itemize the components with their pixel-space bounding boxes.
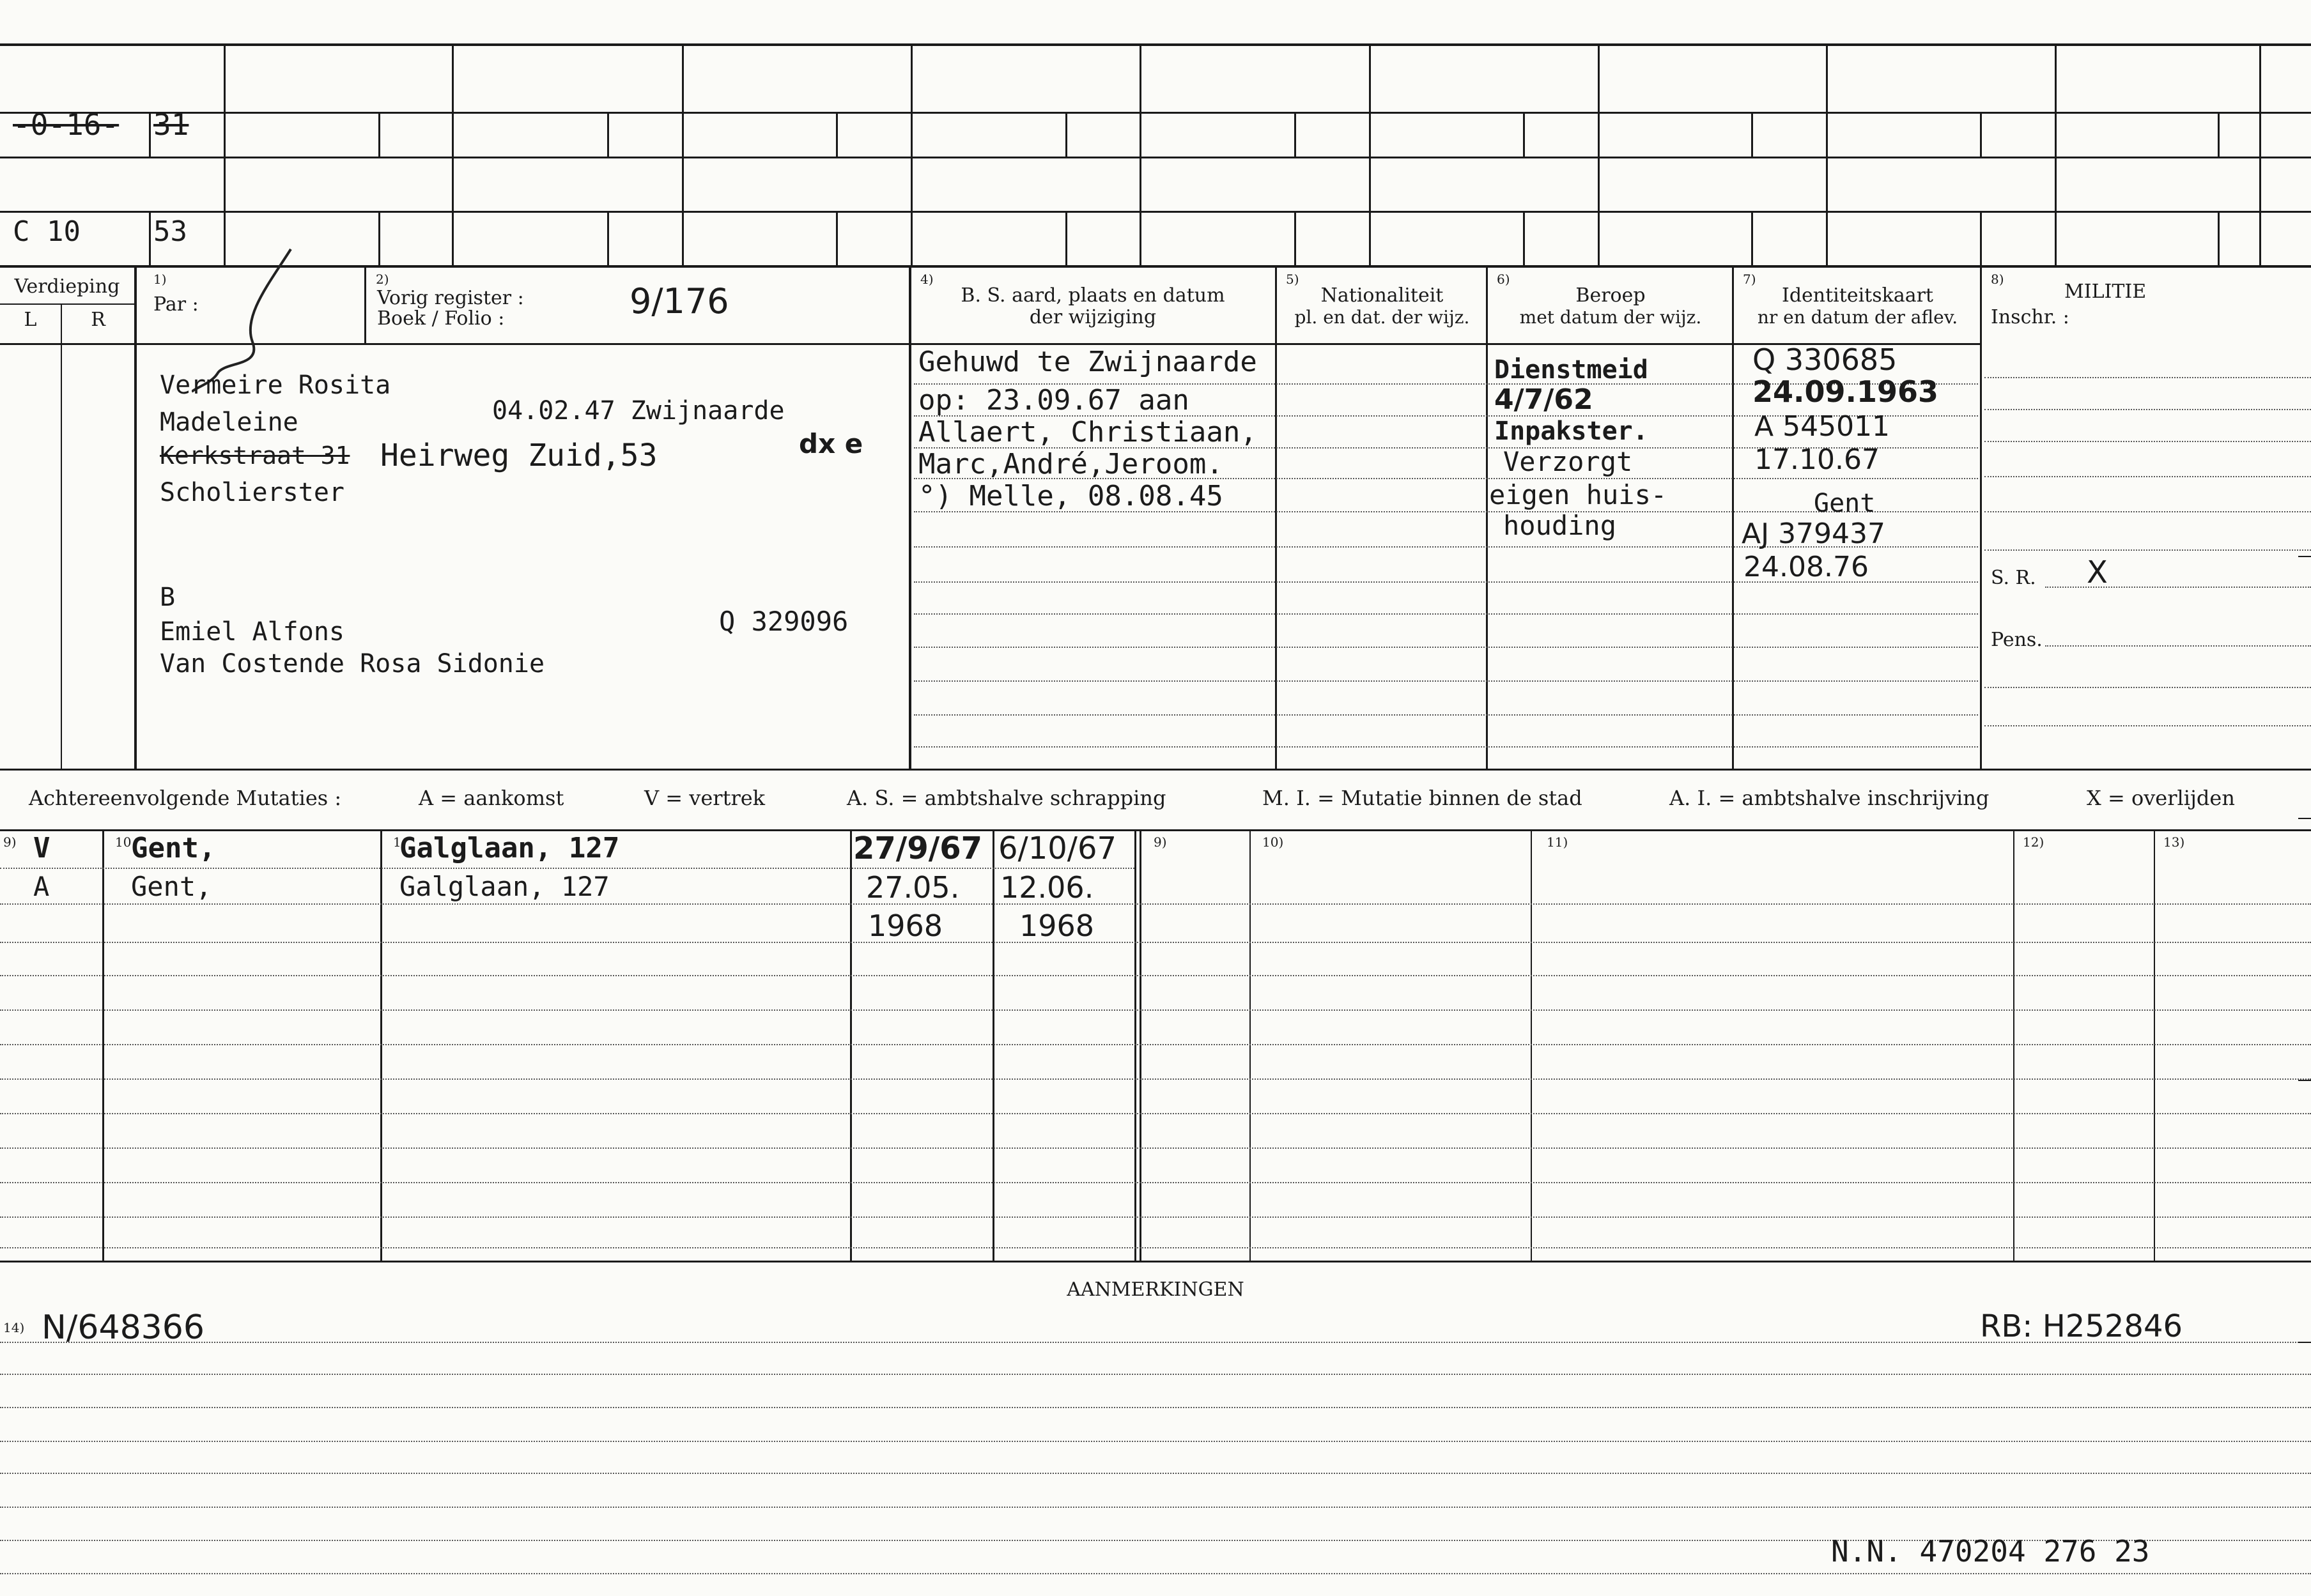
sr-label: S. R. bbox=[1991, 567, 2036, 589]
nat-num: 5) bbox=[1286, 272, 1299, 287]
mutation-2-type: A bbox=[33, 871, 50, 902]
nat-header-1: Nationaliteit bbox=[1320, 284, 1444, 307]
mutation-1-date1: 27/9/67 bbox=[853, 831, 983, 866]
r-label: R bbox=[91, 309, 105, 331]
top-code-4: 53 bbox=[153, 215, 187, 248]
par-num: 1) bbox=[153, 272, 167, 287]
beroep-entry-6: houding bbox=[1503, 510, 1617, 541]
person-name-1: Vermeire Rosita bbox=[160, 371, 391, 400]
bs-header-2: der wijziging bbox=[1029, 306, 1157, 328]
person-birth: 04.02.47 Zwijnaarde bbox=[492, 396, 785, 426]
bs-entry-3: Allaert, Christiaan, bbox=[918, 416, 1257, 449]
pens-label: Pens. bbox=[1991, 629, 2043, 651]
beroep-entry-1: Dienstmeid bbox=[1494, 355, 1648, 385]
beroep-entry-2: 4/7/62 bbox=[1494, 383, 1593, 416]
mother-name: Van Costende Rosa Sidonie bbox=[160, 649, 545, 679]
mutation-2-street: Galglaan, 127 bbox=[399, 871, 610, 902]
militie-header: MILITIE bbox=[2064, 280, 2147, 303]
beroep-entry-4: Verzorgt bbox=[1503, 446, 1633, 477]
id-entry-7: 24.08.76 bbox=[1743, 551, 1869, 583]
beroep-entry-3: Inpakster. bbox=[1494, 417, 1648, 446]
verdieping-label: Verdieping bbox=[14, 275, 120, 298]
id-header-2: nr en datum der aflev. bbox=[1757, 307, 1958, 328]
person-address-new: Heirweg Zuid,53 bbox=[380, 438, 658, 473]
beroep-num: 6) bbox=[1497, 272, 1510, 287]
bs-header-1: B. S. aard, plaats en datum bbox=[961, 284, 1225, 307]
vorig-register-value: 9/176 bbox=[630, 281, 729, 321]
person-name-2: Madeleine bbox=[160, 408, 298, 437]
beroep-header-2: met datum der wijz. bbox=[1519, 307, 1702, 328]
id-num: 7) bbox=[1743, 272, 1756, 287]
id-entry-2: 24.09.1963 bbox=[1752, 374, 1939, 409]
id-header-1: Identiteitskaart bbox=[1782, 284, 1933, 307]
top-code-1: -0-16- bbox=[13, 107, 120, 142]
mut-num-10: 10 bbox=[115, 834, 132, 850]
legend-a: A = aankomst bbox=[419, 786, 564, 810]
mut-num-9: 9) bbox=[3, 834, 17, 850]
id-entry-5: Gent bbox=[1814, 489, 1876, 518]
legend-v: V = vertrek bbox=[644, 786, 766, 810]
legend-title: Achtereenvolgende Mutaties : bbox=[29, 786, 342, 810]
mutation-2-date1: 27.05. bbox=[866, 870, 960, 905]
father-id: Q 329096 bbox=[719, 606, 849, 637]
person-b: B bbox=[160, 583, 176, 612]
aanmerkingen-rb: RB: H252846 bbox=[1980, 1308, 2183, 1344]
top-code-2: 31 bbox=[153, 107, 189, 142]
nat-header-2: pl. en dat. der wijz. bbox=[1294, 307, 1470, 328]
mutation-1-type: V bbox=[33, 832, 50, 864]
mutation-2-place: Gent, bbox=[131, 871, 212, 902]
id-entry-3: A 545011 bbox=[1754, 410, 1890, 443]
legend-ai: A. I. = ambtshalve inschrijving bbox=[1669, 786, 1990, 810]
mut-num-10b: 10) bbox=[1262, 834, 1284, 850]
vorig-register-label: Vorig register : bbox=[377, 287, 524, 309]
boek-folio-label: Boek / Folio : bbox=[377, 307, 505, 330]
aanmerkingen-num: 14) bbox=[3, 1320, 25, 1335]
militie-num: 8) bbox=[1991, 272, 2004, 287]
bs-entry-1: Gehuwd te Zwijnaarde bbox=[918, 346, 1257, 378]
legend-x: X = overlijden bbox=[2087, 786, 2235, 810]
legend-as: A. S. = ambtshalve schrapping bbox=[847, 786, 1166, 810]
id-entry-1: Q 330685 bbox=[1752, 342, 1897, 377]
mutation-1-date2: 6/10/67 bbox=[998, 831, 1117, 866]
mutation-2-year1: 1968 bbox=[868, 909, 943, 943]
mut-num-9b: 9) bbox=[1154, 834, 1167, 850]
mutation-1-place: Gent, bbox=[131, 832, 216, 864]
inschr-label: Inschr. : bbox=[1991, 306, 2069, 328]
mut-num-11b: 11) bbox=[1547, 834, 1568, 850]
person-address-old: Kerkstraat 31 bbox=[160, 441, 350, 470]
bs-entry-5: °) Melle, 08.08.45 bbox=[918, 480, 1223, 512]
person-occupation: Scholierster bbox=[160, 478, 344, 507]
l-label: L bbox=[24, 309, 37, 331]
id-entry-6: AJ 379437 bbox=[1742, 518, 1886, 550]
id-entry-4: 17.10.67 bbox=[1754, 443, 1880, 476]
sr-value: X bbox=[2087, 555, 2108, 590]
bs-num: 4) bbox=[920, 272, 934, 287]
father-name: Emiel Alfons bbox=[160, 617, 344, 647]
beroep-entry-5: eigen huis- bbox=[1489, 479, 1667, 510]
bs-entry-4: Marc,André,Jeroom. bbox=[918, 448, 1223, 480]
mutation-2-date2: 12.06. bbox=[1000, 870, 1094, 905]
mutation-2-year2: 1968 bbox=[1019, 909, 1095, 943]
beroep-header-1: Beroep bbox=[1575, 284, 1646, 307]
aanmerkingen-title: AANMERKINGEN bbox=[1067, 1278, 1244, 1301]
mut-num-13: 13) bbox=[2163, 834, 2185, 850]
legend-mi: M. I. = Mutatie binnen de stad bbox=[1262, 786, 1582, 810]
top-code-3: C 10 bbox=[13, 215, 81, 248]
vorig-num: 2) bbox=[376, 272, 389, 287]
mut-num-12: 12) bbox=[2023, 834, 2044, 850]
mutation-1-street: Galglaan, 127 bbox=[399, 832, 620, 864]
person-marks: dx e bbox=[799, 428, 863, 459]
par-label: Par : bbox=[153, 293, 199, 316]
mut-num-11: 1 bbox=[393, 834, 401, 850]
nn-number: N.N. 470204 276 23 bbox=[1831, 1534, 2150, 1569]
aanmerkingen-value: N/648366 bbox=[42, 1308, 205, 1347]
bs-entry-2: op: 23.09.67 aan bbox=[918, 384, 1189, 417]
